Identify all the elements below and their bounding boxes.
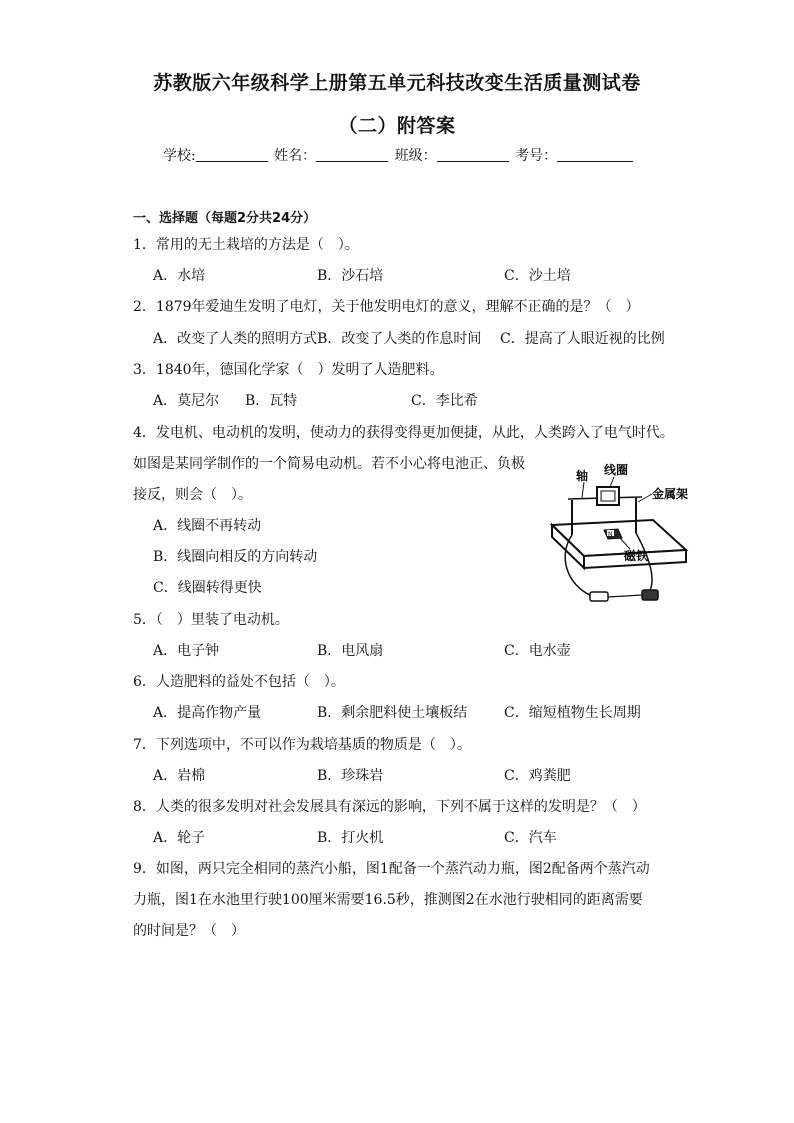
q1-option-c: C．沙土培 bbox=[504, 268, 571, 284]
student-info-row bbox=[163, 145, 635, 165]
coil-inner bbox=[601, 491, 615, 501]
question-6-stem: 6．人造肥料的益处不包括（ ）。 bbox=[133, 674, 345, 690]
coil-leader bbox=[610, 477, 614, 487]
school-blank[interactable] bbox=[196, 147, 268, 162]
q5-option-b: B．电风扇 bbox=[317, 643, 384, 659]
q1-option-a: A．水培 bbox=[153, 268, 206, 284]
question-5-stem: 5．（ ）里装了电动机。 bbox=[133, 612, 289, 628]
q7-option-c: C．鸡粪肥 bbox=[504, 768, 571, 784]
question-4-stem-3: 接反，则会（ ）。 bbox=[133, 487, 252, 503]
battery-right bbox=[642, 590, 658, 600]
q7-option-b: B．珍珠岩 bbox=[317, 768, 384, 784]
battery-link bbox=[608, 595, 642, 597]
electric-motor-figure bbox=[548, 460, 690, 606]
question-1-stem: 1．常用的无土栽培的方法是（ ）。 bbox=[133, 237, 359, 253]
class-label: 班级： bbox=[394, 148, 437, 164]
q6-option-a: A．提高作物产量 bbox=[153, 705, 262, 721]
coil-label: 线圈 bbox=[604, 463, 629, 477]
q4-option-a: A．线圈不再转动 bbox=[153, 518, 262, 534]
q6-option-b: B．剩余肥料使土壤板结 bbox=[317, 705, 468, 721]
q8-option-c: C．汽车 bbox=[504, 830, 557, 846]
class-blank[interactable] bbox=[437, 147, 509, 162]
frame-label: 金属架 bbox=[652, 487, 689, 501]
question-9-stem-2: 力瓶，图1在水池里行驶100厘米需要16.5秒，推测图2在水池行驶相同的距离需要 bbox=[133, 892, 643, 908]
q4-option-b: B．线圈向相反的方向转动 bbox=[153, 549, 318, 565]
magnet-n-label: N bbox=[608, 531, 613, 538]
section-heading: 一、选择题（每题2分共24分） bbox=[133, 211, 317, 226]
title-line-2: （二）附答案 bbox=[338, 115, 456, 137]
question-3-stem: 3．1840年，德国化学家（ ）发明了人造肥料。 bbox=[133, 362, 444, 378]
q3-option-b: B．瓦特 bbox=[245, 393, 298, 409]
q6-option-c: C．缩短植物生长周期 bbox=[504, 705, 641, 721]
q8-option-a: A．轮子 bbox=[153, 830, 206, 846]
name-blank[interactable] bbox=[316, 147, 388, 162]
q4-option-c: C．线圈转得更快 bbox=[153, 580, 262, 596]
q2-option-ab: A．改变了人类的照明方式B．改变了人类的作息时间 bbox=[153, 331, 482, 347]
q3-option-c: C．李比希 bbox=[411, 393, 478, 409]
q5-option-c: C．电水壶 bbox=[504, 643, 571, 659]
question-7-stem: 7．下列选项中，不可以作为栽培基质的物质是（ ）。 bbox=[133, 737, 471, 753]
magnet-label: 磁铁 bbox=[624, 549, 649, 563]
axle-label: 轴 bbox=[576, 469, 589, 483]
question-9-stem-3: 的时间是？（ ） bbox=[133, 923, 245, 939]
question-4-stem-2: 如图是某同学制作的一个简易电动机。若不小心将电池正、负极 bbox=[133, 456, 525, 472]
q8-option-b: B．打火机 bbox=[317, 830, 384, 846]
q5-option-a: A．电子钟 bbox=[153, 643, 220, 659]
school-label: 学校: bbox=[163, 148, 196, 164]
exam-no-label: 考号： bbox=[515, 148, 558, 164]
exam-no-blank[interactable] bbox=[557, 147, 633, 162]
q2-option-c: C．提高了人眼近视的比例 bbox=[500, 331, 665, 347]
question-2-stem: 2．1879年爱迪生发明了电灯，关于他发明电灯的意义，理解不正确的是？（ ） bbox=[133, 299, 640, 315]
q3-option-a: A．莫尼尔 bbox=[153, 393, 220, 409]
battery-left bbox=[590, 592, 608, 601]
title-line-1: 苏教版六年级科学上册第五单元科技改变生活质量测试卷 bbox=[153, 72, 641, 94]
question-9-stem-1: 9．如图，两只完全相同的蒸汽小船，图1配备一个蒸汽动力瓶，图2配备两个蒸汽动 bbox=[133, 861, 650, 877]
question-4-stem-1: 4．发电机、电动机的发明，使动力的获得变得更加便捷，从此，人类跨入了电气时代。 bbox=[133, 425, 674, 441]
frame-leader bbox=[638, 494, 652, 502]
question-8-stem: 8．人类的很多发明对社会发展具有深远的影响，下列不属于这样的发明是？（ ） bbox=[133, 799, 646, 815]
q7-option-a: A．岩棉 bbox=[153, 768, 206, 784]
name-label: 姓名： bbox=[274, 148, 317, 164]
q1-option-b: B．沙石培 bbox=[317, 268, 384, 284]
axle-leader bbox=[582, 482, 584, 498]
